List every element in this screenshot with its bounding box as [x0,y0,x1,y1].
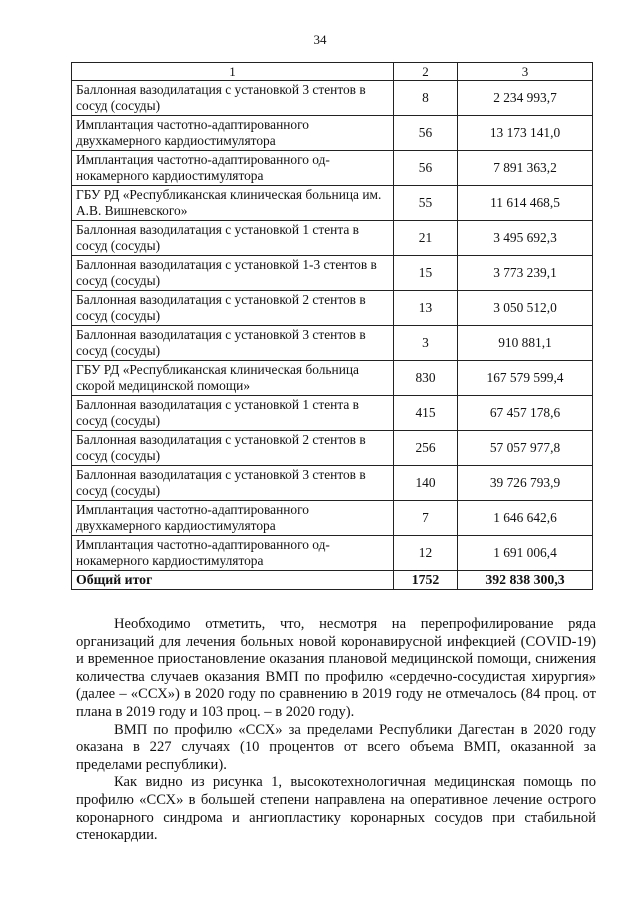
column-header-3: 3 [458,63,593,81]
table-row [72,221,593,256]
row-count-cell: 8 [394,81,458,116]
table-row [72,536,593,571]
row-name-cell: ГБУ РД «Республиканская клиническая больница им. А.В. Вишневского» [72,186,394,221]
table-header-row [72,63,593,81]
row-name-cell: Баллонная вазодилатация с установкой 2 стентов в сосуд (сосуды) [72,431,394,466]
row-amount-cell: 67 457 178,6 [458,396,593,431]
paragraph: Необходимо отметить, что, несмотря на перепрофилирование ряда организаций для лечения больных новой коронавирусной инфекцией (COVID-19) и временное приостановление оказания плановой медицинской помощи, снижения количества случаев оказания ВМП по профилю «сердечно-сосудистая хирургия» (далее – «ССХ») в 2020 году по сравнению в 2019 году не отмечалось (84 проц. от плана в 2019 году и 103 проц. – в 2020 году). [76,616,596,720]
table-row [72,431,593,466]
page-number: 34 [313,32,327,47]
row-count-cell: 13 [394,291,458,326]
paragraph: ВМП по профилю «ССХ» за пределами Республики Дагестан в 2020 году оказана в 227 случаях (10 процентов от всего объема ВМП, оказанной за пределами республики). [76,721,596,773]
row-name-cell: Имплантация частотно-адаптированного двухкамерного кардиостимулятора [72,116,394,151]
row-count-cell: 7 [394,501,458,536]
row-amount-cell: 57 057 977,8 [458,431,593,466]
table-row [72,186,593,221]
table-row [72,291,593,326]
table-row [72,256,593,291]
row-count-cell: 3 [394,326,458,361]
row-amount-cell: 13 173 141,0 [458,116,593,151]
row-count-cell: 55 [394,186,458,221]
row-amount-cell: 3 495 692,3 [458,221,593,256]
row-count-cell: 15 [394,256,458,291]
total-amount: 392 838 300,3 [458,571,593,590]
row-name-cell: Баллонная вазодилатация с установкой 3 стентов в сосуд (сосуды) [72,326,394,361]
row-name-cell: Баллонная вазодилатация с установкой 3 стентов в сосуд (сосуды) [72,466,394,501]
total-count: 1752 [394,571,458,590]
table-row [72,81,593,116]
row-name-cell: Баллонная вазодилатация с установкой 3 стентов в сосуд (сосуды) [72,81,394,116]
row-name-cell: Баллонная вазодилатация с установкой 1 стента в сосуд (сосуды) [72,221,394,256]
table-row [72,151,593,186]
row-amount-cell: 910 881,1 [458,326,593,361]
table-row [72,116,593,151]
row-count-cell: 256 [394,431,458,466]
total-label: Общий итог [72,571,394,590]
row-count-cell: 12 [394,536,458,571]
row-name-cell: Имплантация частотно-адаптированного двухкамерного кардиостимулятора [72,501,394,536]
row-amount-cell: 11 614 468,5 [458,186,593,221]
row-name-cell: Баллонная вазодилатация с установкой 1-3 стентов в сосуд (сосуды) [72,256,394,291]
row-amount-cell: 7 891 363,2 [458,151,593,186]
row-amount-cell: 1 646 642,6 [458,501,593,536]
row-count-cell: 830 [394,361,458,396]
row-count-cell: 140 [394,466,458,501]
row-amount-cell: 167 579 599,4 [458,361,593,396]
row-name-cell: ГБУ РД «Республиканская клиническая больница скорой медицинской помощи» [72,361,394,396]
table-row [72,396,593,431]
paragraph: Как видно из рисунка 1, высокотехнологичная медицинская помощь по профилю «ССХ» в большей степени направлена на оперативное лечение острого коронарного синдрома и ангиопластику коронарных сосудов при стабильной стенокардии. [76,774,596,844]
table-row [72,361,593,396]
total-row [72,571,593,590]
row-name-cell: Имплантация частотно-адаптированного од-нокамерного кардиостимулятора [72,151,394,186]
row-count-cell: 56 [394,116,458,151]
row-name-cell: Баллонная вазодилатация с установкой 1 стента в сосуд (сосуды) [72,396,394,431]
column-header-2: 2 [394,63,458,81]
row-amount-cell: 1 691 006,4 [458,536,593,571]
row-name-cell: Баллонная вазодилатация с установкой 2 стентов в сосуд (сосуды) [72,291,394,326]
table-row [72,326,593,361]
table-row [72,501,593,536]
row-amount-cell: 2 234 993,7 [458,81,593,116]
vmp-table [71,62,593,590]
row-amount-cell: 39 726 793,9 [458,466,593,501]
row-amount-cell: 3 050 512,0 [458,291,593,326]
row-name-cell: Имплантация частотно-адаптированного од-нокамерного кардиостимулятора [72,536,394,571]
row-count-cell: 21 [394,221,458,256]
row-amount-cell: 3 773 239,1 [458,256,593,291]
table-row [72,466,593,501]
row-count-cell: 56 [394,151,458,186]
row-count-cell: 415 [394,396,458,431]
body-text [76,616,596,845]
column-header-1: 1 [72,63,394,81]
